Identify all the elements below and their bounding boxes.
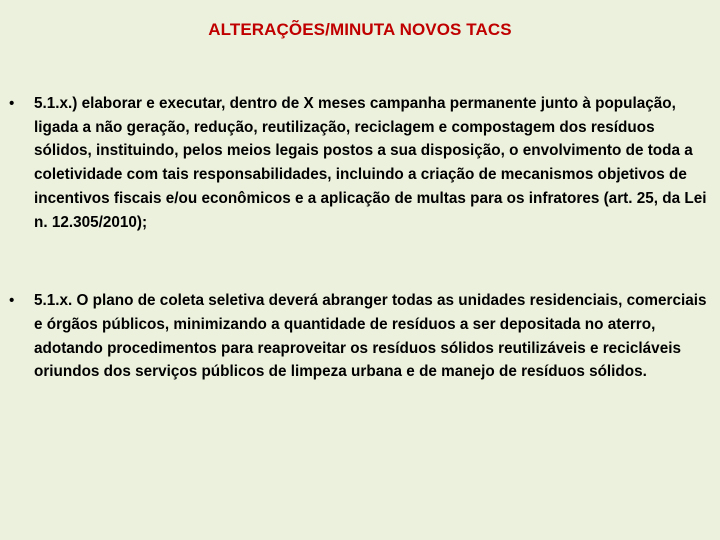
bullet-list — [0, 92, 720, 384]
bullet-icon: • — [9, 95, 15, 112]
list-item-text: 5.1.x. O plano de coleta seletiva deverá abranger todas as unidades residenciais, comerciais e órgãos públicos, minimizando a quantidade de resíduos a ser depositada no aterro, adotando procedimentos para reaproveitar os resíduos sólidos reutilizáveis e recicláveis oriundos dos serviços públicos de limpeza urbana e de manejo de resíduos sólidos. — [34, 292, 707, 381]
list-item — [0, 92, 720, 234]
slide-title: ALTERAÇÕES/MINUTA NOVOS TACS — [208, 20, 512, 39]
list-item-text: 5.1.x.) elaborar e executar, dentro de X meses campanha permanente junto à população, ligada a não geração, redução, reutilização, reciclagem e compostagem dos resíduos sólidos, instituindo, pelos meios legais postos a sua disposição, o envolvimento de toda a coletividade com tais responsabilidades, incluindo a criação de mecanismos objetivos de incentivos fiscais e/ou econômicos e a aplicação de multas para os infratores (art. 25, da Lei n. 12.305/2010); — [34, 95, 707, 231]
bullet-icon: • — [9, 292, 15, 310]
list-item — [0, 289, 720, 384]
